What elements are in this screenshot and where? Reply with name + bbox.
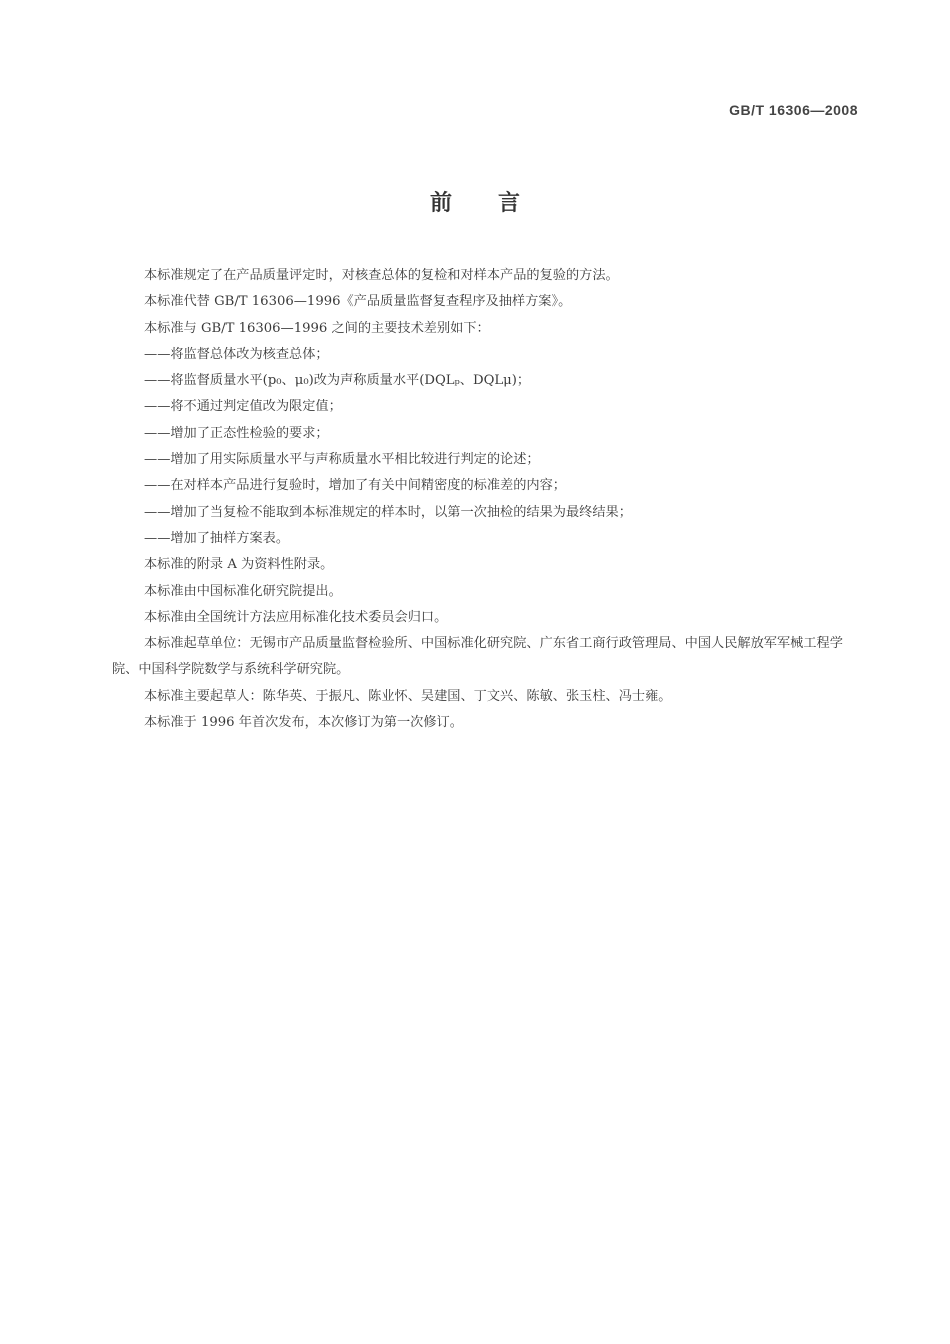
paragraph-drafting-units: 本标准起草单位：无锡市产品质量监督检验所、中国标准化研究院、广东省工商行政管理局、中国人民解放军军械工程学院、中国科学院数学与系统科学研究院。 <box>112 636 843 678</box>
change-item: ——将监督总体改为核查总体； <box>144 346 329 362</box>
change-item: ——将不通过判定值改为限定值； <box>144 399 342 415</box>
paragraph-differences-intro: 本标准与 GB/T 16306—1996 之间的主要技术差别如下： <box>144 320 490 336</box>
paragraph-drafters: 本标准主要起草人：陈华英、于振凡、陈业怀、吴建国、丁文兴、陈敏、张玉柱、冯士雍。 <box>144 688 672 704</box>
change-item: ——在对样本产品进行复验时，增加了有关中间精密度的标准差的内容； <box>144 478 566 494</box>
foreword-body <box>112 263 852 736</box>
change-item: ——增加了正态性检验的要求； <box>144 425 329 441</box>
paragraph-replaces: 本标准代替 GB/T 16306—1996《产品质量监督复查程序及抽样方案》。 <box>144 294 572 310</box>
page-title: 前言 <box>429 191 566 216</box>
change-item: ——将监督质量水平(p₀、μ₀)改为声称质量水平(DQLₚ、DQLμ)； <box>144 373 531 389</box>
paragraph-history: 本标准于 1996 年首次发布，本次修订为第一次修订。 <box>144 715 463 731</box>
paragraph-annex: 本标准的附录 A 为资料性附录。 <box>144 557 334 573</box>
paragraph-committee: 本标准由全国统计方法应用标准化技术委员会归口。 <box>144 609 448 625</box>
paragraph-scope: 本标准规定了在产品质量评定时，对核查总体的复检和对样本产品的复验的方法。 <box>144 268 619 283</box>
change-item: ——增加了抽样方案表。 <box>144 530 290 546</box>
change-item: ——增加了当复检不能取到本标准规定的样本时，以第一次抽检的结果为最终结果； <box>144 504 632 520</box>
standard-code: GB/T 16306—2008 <box>729 102 858 118</box>
change-item: ——增加了用实际质量水平与声称质量水平相比较进行判定的论述； <box>144 452 540 468</box>
paragraph-proposer: 本标准由中国标准化研究院提出。 <box>144 583 342 599</box>
